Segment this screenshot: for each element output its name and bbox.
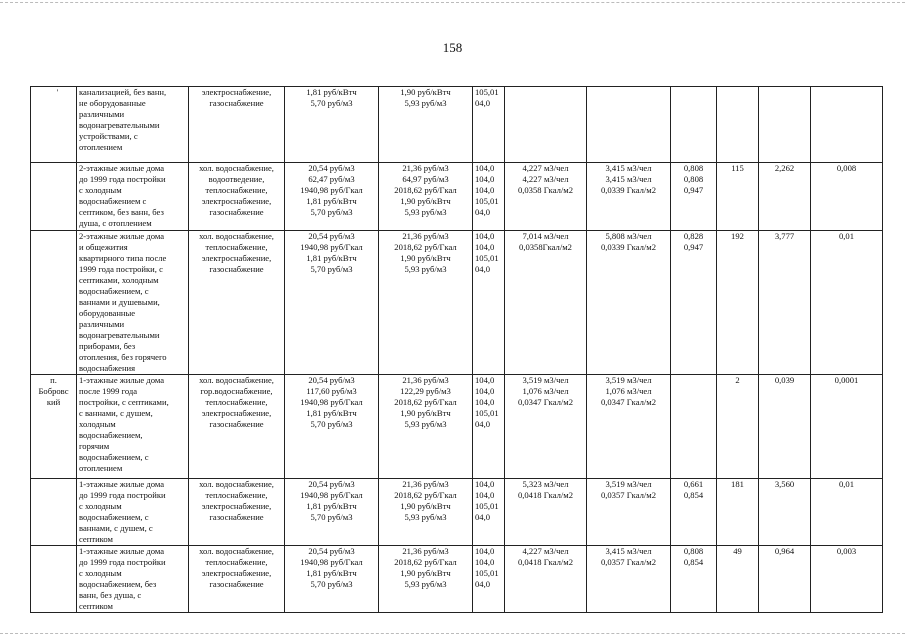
coefficient-cell bbox=[671, 375, 717, 479]
settlement-cell bbox=[31, 546, 77, 613]
value1-cell: 0,964 bbox=[759, 546, 811, 613]
index-cell: 104,0 104,0 105,01 04,0 bbox=[473, 479, 505, 546]
norm-old-cell: 5,323 м3/чел 0,0418 Гкал/м2 bbox=[505, 479, 587, 546]
settlement-cell bbox=[31, 163, 77, 231]
norm-new-cell: 3,519 м3/чел 1,076 м3/чел 0,0347 Гкал/м2 bbox=[587, 375, 671, 479]
settlement-cell bbox=[31, 479, 77, 546]
tariff-new-cell: 21,36 руб/м3 64,97 руб/м3 2018,62 руб/Гкал 1,90 руб/кВтч 5,93 руб/м3 bbox=[379, 163, 473, 231]
value1-cell: 2,262 bbox=[759, 163, 811, 231]
coefficient-cell: 0,661 0,854 bbox=[671, 479, 717, 546]
tariff-new-cell: 21,36 руб/м3 2018,62 руб/Гкал 1,90 руб/кВтч 5,93 руб/м3 bbox=[379, 231, 473, 375]
index-cell: 104,0 104,0 104,0 105,01 04,0 bbox=[473, 375, 505, 479]
table-row bbox=[31, 87, 883, 163]
settlement-cell: п. Бобровс кий bbox=[31, 375, 77, 479]
description-cell: 1-этажные жилые дома до 1999 года постройки с холодным водоснабжением, с ваннами, с душем, с септиком bbox=[77, 479, 189, 546]
description-cell: 1-этажные жилые дома до 1999 года постройки с холодным водоснабжением, без ванн, без душа, с септиком bbox=[77, 546, 189, 613]
services-cell: хол. водоснабжение, теплоснабжение, электроснабжение, газоснабжение bbox=[189, 546, 285, 613]
norm-new-cell bbox=[587, 87, 671, 163]
table-row bbox=[31, 231, 883, 375]
count-cell bbox=[717, 87, 759, 163]
settlement-cell bbox=[31, 231, 77, 375]
services-cell: хол. водоснабжение, теплоснабжение, электроснабжение, газоснабжение bbox=[189, 479, 285, 546]
row-mark: ' bbox=[56, 87, 59, 97]
count-cell: 2 bbox=[717, 375, 759, 479]
tariff-old-cell: 1,81 руб/кВтч 5,70 руб/м3 bbox=[285, 87, 379, 163]
norm-old-cell bbox=[505, 87, 587, 163]
description-cell: 1-этажные жилые дома после 1999 года постройки, с септиками, с ваннами, с душем, холодным водоснабжением, горячим водоснабжением, с отоплением bbox=[77, 375, 189, 479]
value2-cell bbox=[811, 87, 883, 163]
tariff-table bbox=[30, 86, 883, 613]
value2-cell: 0,01 bbox=[811, 479, 883, 546]
table-row bbox=[31, 479, 883, 546]
value2-cell: 0,0001 bbox=[811, 375, 883, 479]
norm-new-cell: 3,415 м3/чел 0,0357 Гкал/м2 bbox=[587, 546, 671, 613]
tariff-old-cell: 20,54 руб/м3 1940,98 руб/Гкал 1,81 руб/кВтч 5,70 руб/м3 bbox=[285, 231, 379, 375]
value2-cell: 0,01 bbox=[811, 231, 883, 375]
value2-cell: 0,008 bbox=[811, 163, 883, 231]
tariff-old-cell: 20,54 руб/м3 1940,98 руб/Гкал 1,81 руб/кВтч 5,70 руб/м3 bbox=[285, 479, 379, 546]
services-cell: хол. водоснабжение, теплоснабжение, электроснабжение, газоснабжение bbox=[189, 231, 285, 375]
value1-cell: 3,560 bbox=[759, 479, 811, 546]
norm-old-cell: 7,014 м3/чел 0,0358Гкал/м2 bbox=[505, 231, 587, 375]
description-cell: 2-этажные жилые дома и общежития квартирного типа после 1999 года постройки, с септиками, холодным водоснабжением, с ваннами и душевыми, оборудованные различными водонагревательными приборами, без отопления, без горячего водоснабжения bbox=[77, 231, 189, 375]
table-row bbox=[31, 163, 883, 231]
norm-old-cell: 3,519 м3/чел 1,076 м3/чел 0,0347 Гкал/м2 bbox=[505, 375, 587, 479]
coefficient-cell: 0,828 0,947 bbox=[671, 231, 717, 375]
tariff-new-cell: 21,36 руб/м3 2018,62 руб/Гкал 1,90 руб/кВтч 5,93 руб/м3 bbox=[379, 479, 473, 546]
value1-cell bbox=[759, 87, 811, 163]
tariff-old-cell: 20,54 руб/м3 117,60 руб/м3 1940,98 руб/Гкал 1,81 руб/кВтч 5,70 руб/м3 bbox=[285, 375, 379, 479]
value2-cell: 0,003 bbox=[811, 546, 883, 613]
index-cell: 104,0 104,0 105,01 04,0 bbox=[473, 231, 505, 375]
table-row bbox=[31, 546, 883, 613]
tariff-new-cell: 1,90 руб/кВтч 5,93 руб/м3 bbox=[379, 87, 473, 163]
services-cell: электроснабжение, газоснабжение bbox=[189, 87, 285, 163]
index-cell: 105,01 04,0 bbox=[473, 87, 505, 163]
page-number: 158 bbox=[442, 40, 463, 55]
settlement-cell bbox=[31, 87, 77, 163]
count-cell: 192 bbox=[717, 231, 759, 375]
description-cell: канализацией, без ванн, не оборудованные различными водонагревательными устройствами, с отоплением bbox=[77, 87, 189, 163]
description-cell: 2-этажные жилые дома до 1999 года постройки с холодным водоснабжением с септиком, без ванн, без душа, с отоплением bbox=[77, 163, 189, 231]
coefficient-cell: 0,808 0,808 0,947 bbox=[671, 163, 717, 231]
norm-new-cell: 3,519 м3/чел 0,0357 Гкал/м2 bbox=[587, 479, 671, 546]
value1-cell: 3,777 bbox=[759, 231, 811, 375]
coefficient-cell bbox=[671, 87, 717, 163]
norm-new-cell: 3,415 м3/чел 3,415 м3/чел 0,0339 Гкал/м2 bbox=[587, 163, 671, 231]
scan-top-edge bbox=[0, 2, 905, 3]
index-cell: 104,0 104,0 105,01 04,0 bbox=[473, 546, 505, 613]
tariff-new-cell: 21,36 руб/м3 2018,62 руб/Гкал 1,90 руб/кВтч 5,93 руб/м3 bbox=[379, 546, 473, 613]
count-cell: 181 bbox=[717, 479, 759, 546]
norm-old-cell: 4,227 м3/чел 0,0418 Гкал/м2 bbox=[505, 546, 587, 613]
tariff-new-cell: 21,36 руб/м3 122,29 руб/м3 2018,62 руб/Гкал 1,90 руб/кВтч 5,93 руб/м3 bbox=[379, 375, 473, 479]
services-cell: хол. водоснабжение, водоотведение, теплоснабжение, электроснабжение, газоснабжение bbox=[189, 163, 285, 231]
table-row bbox=[31, 375, 883, 479]
tariff-old-cell: 20,54 руб/м3 62,47 руб/м3 1940,98 руб/Гкал 1,81 руб/кВтч 5,70 руб/м3 bbox=[285, 163, 379, 231]
services-cell: хол. водоснабжение, гор.водоснабжение, теплоснабжение, электроснабжение, газоснабжение bbox=[189, 375, 285, 479]
coefficient-cell: 0,808 0,854 bbox=[671, 546, 717, 613]
value1-cell: 0,039 bbox=[759, 375, 811, 479]
norm-new-cell: 5,808 м3/чел 0,0339 Гкал/м2 bbox=[587, 231, 671, 375]
count-cell: 49 bbox=[717, 546, 759, 613]
count-cell: 115 bbox=[717, 163, 759, 231]
index-cell: 104,0 104,0 104,0 105,01 04,0 bbox=[473, 163, 505, 231]
tariff-old-cell: 20,54 руб/м3 1940,98 руб/Гкал 1,81 руб/кВтч 5,70 руб/м3 bbox=[285, 546, 379, 613]
scan-bottom-edge bbox=[0, 633, 905, 634]
norm-old-cell: 4,227 м3/чел 4,227 м3/чел 0,0358 Гкал/м2 bbox=[505, 163, 587, 231]
